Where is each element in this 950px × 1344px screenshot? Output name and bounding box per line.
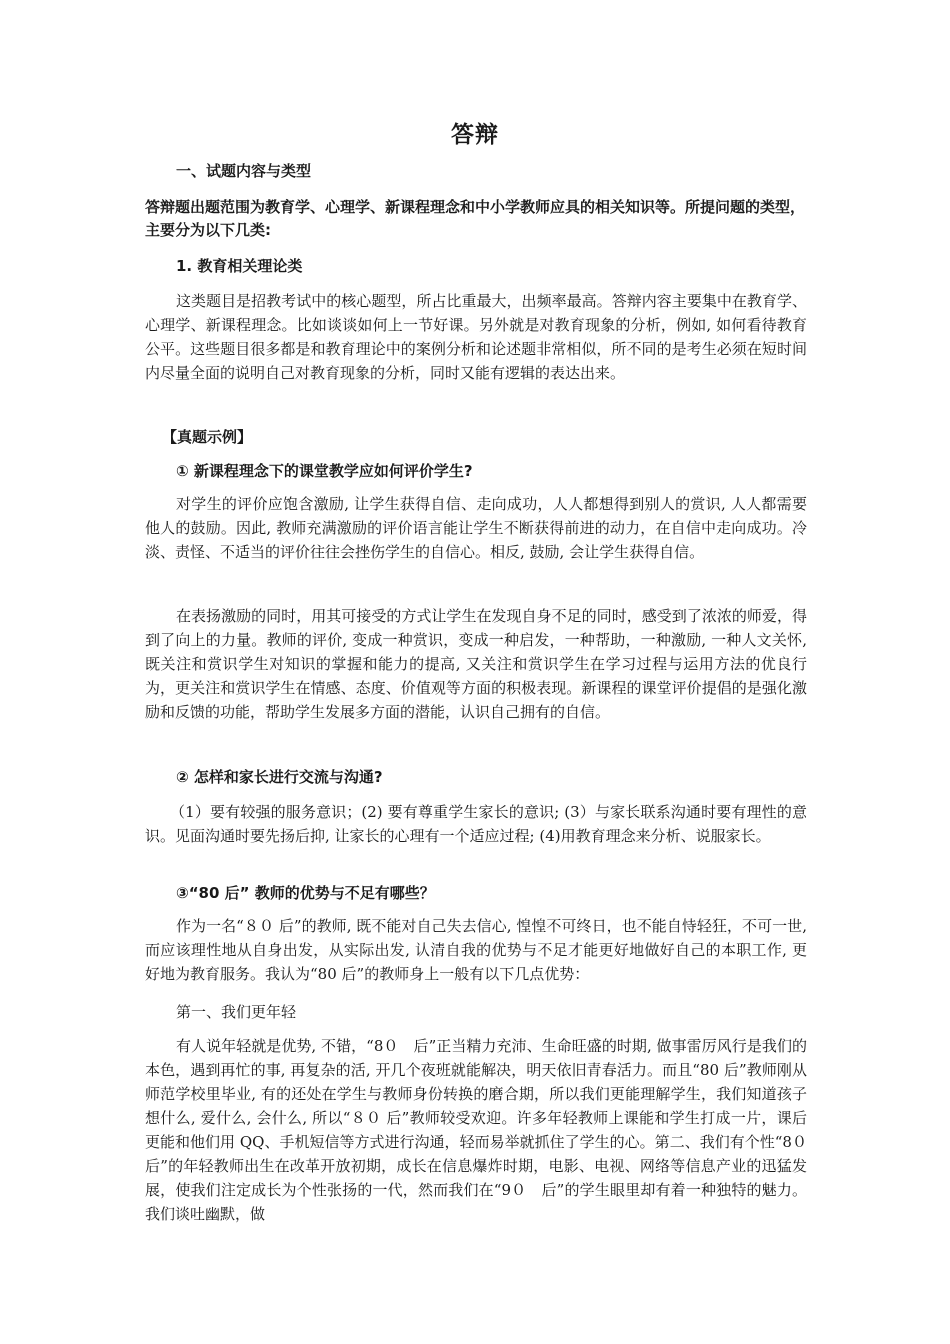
question-3-paragraph-1: 作为一名“８０ 后”的教师, 既不能对自己失去信心, 惶惶不可终日，也不能自恃轻狂，不可一世, 而应该理性地从自身出发，从实际出发, 认清自我的优势与不足才能更好地做好自己的本职工作, 更好地为教育服务。我认为“80 后”的教师身上一般有以下几点优势： (145, 917, 807, 983)
question-1-heading: ① 新课程理念下的课堂教学应如何评价学生? (176, 462, 473, 480)
question-1-paragraph-2: 在表扬激励的同时，用其可接受的方式让学生在发现自身不足的同时，感受到了浓浓的师爱，得到了向上的力量。教师的评价, 变成一种赏识，变成一种启发，一种帮助，一种激励, 一种人文关怀, 既关注和赏识学生对知识的掌握和能力的提高, 又关注和赏识学生在学习过程与运用方法的优良行为，更关注和赏识学生在情感、态度、价值观等方面的积极表现。新课程的课堂评价提倡的是强化激励和反馈的功能，帮助学生发展多方面的潜能，认识自己拥有的自信。 (145, 607, 807, 721)
page-title: 答辩 (451, 122, 499, 148)
examples-heading: 【真题示例】 (162, 428, 253, 446)
question-1-paragraph-1: 对学生的评价应饱含激励, 让学生获得自信、走向成功，人人都想得到别人的赏识, 人人都需要他人的鼓励。因此, 教师充满激励的评价语言能让学生不断获得前进的动力，在自信中走向成功。冷淡、责怪、不适当的评价往往会挫伤学生的自信心。相反, 鼓励, 会让学生获得自信。 (145, 495, 807, 561)
question-3-point-1: 第一、我们更年轻 (176, 1003, 297, 1021)
subsection-paragraph: 这类题目是招教考试中的核心题型，所占比重最大，出频率最高。答辩内容主要集中在教育学、心理学、新课程理念。比如谈谈如何上一节好课。另外就是对教育现象的分析，例如, 如何看待教育公平。这些题目很多都是和教育理论中的案例分析和论述题非常相似，所不同的是考生必须在短时间内尽量全面的说明自己对教育现象的分析，同时又能有逻辑的表达出来。 (145, 292, 807, 382)
question-2-paragraph: （1）要有较强的服务意识；(2) 要有尊重学生家长的意识; (3）与家长联系沟通时要有理性的意识。见面沟通时要先扬后抑, 让家长的心理有一个适应过程; (4)用教育理念来分析、说服家长。 (145, 803, 807, 845)
question-3-paragraph-2: 有人说年轻就是优势, 不错，“8０ 后”正当精力充沛、生命旺盛的时期, 做事雷厉风行是我们的本色，遇到再忙的事, 再复杂的活, 开几个夜班就能解决，明天依旧青春活力。而且“80 后”教师刚从师范学校里毕业, 有的还处在学生与教师身份转换的磨合期，所以我们更能理解学生，我们知道孩子想什么, 爱什么, 会什么, 所以“８０ 后”教师较受欢迎。许多年轻教师上课能和学生打成一片，课后更能和他们用 QQ、手机短信等方式进行沟通，轻而易举就抓住了学生的心。第二、我们有个性“8０后”的年轻教师出生在改革开放初期，成长在信息爆炸时期，电影、电视、网络等信息产业的迅猛发展，使我们注定成长为个性张扬的一代，然而我们在“9０ 后”的学生眼里却有着一种独特的魅力。我们谈吐幽默，做 (145, 1037, 807, 1223)
intro-paragraph: 答辩题出题范围为教育学、心理学、新课程理念和中小学教师应具的相关知识等。所提问题的类型，主要分为以下几类: (145, 198, 806, 239)
subsection-heading: 1. 教育相关理论类 (176, 257, 303, 275)
question-3-heading: ③“80 后” 教师的优势与不足有哪些？ (176, 884, 435, 902)
question-2-heading: ② 怎样和家长进行交流与沟通? (176, 768, 383, 786)
section-heading: 一、试题内容与类型 (176, 162, 312, 180)
